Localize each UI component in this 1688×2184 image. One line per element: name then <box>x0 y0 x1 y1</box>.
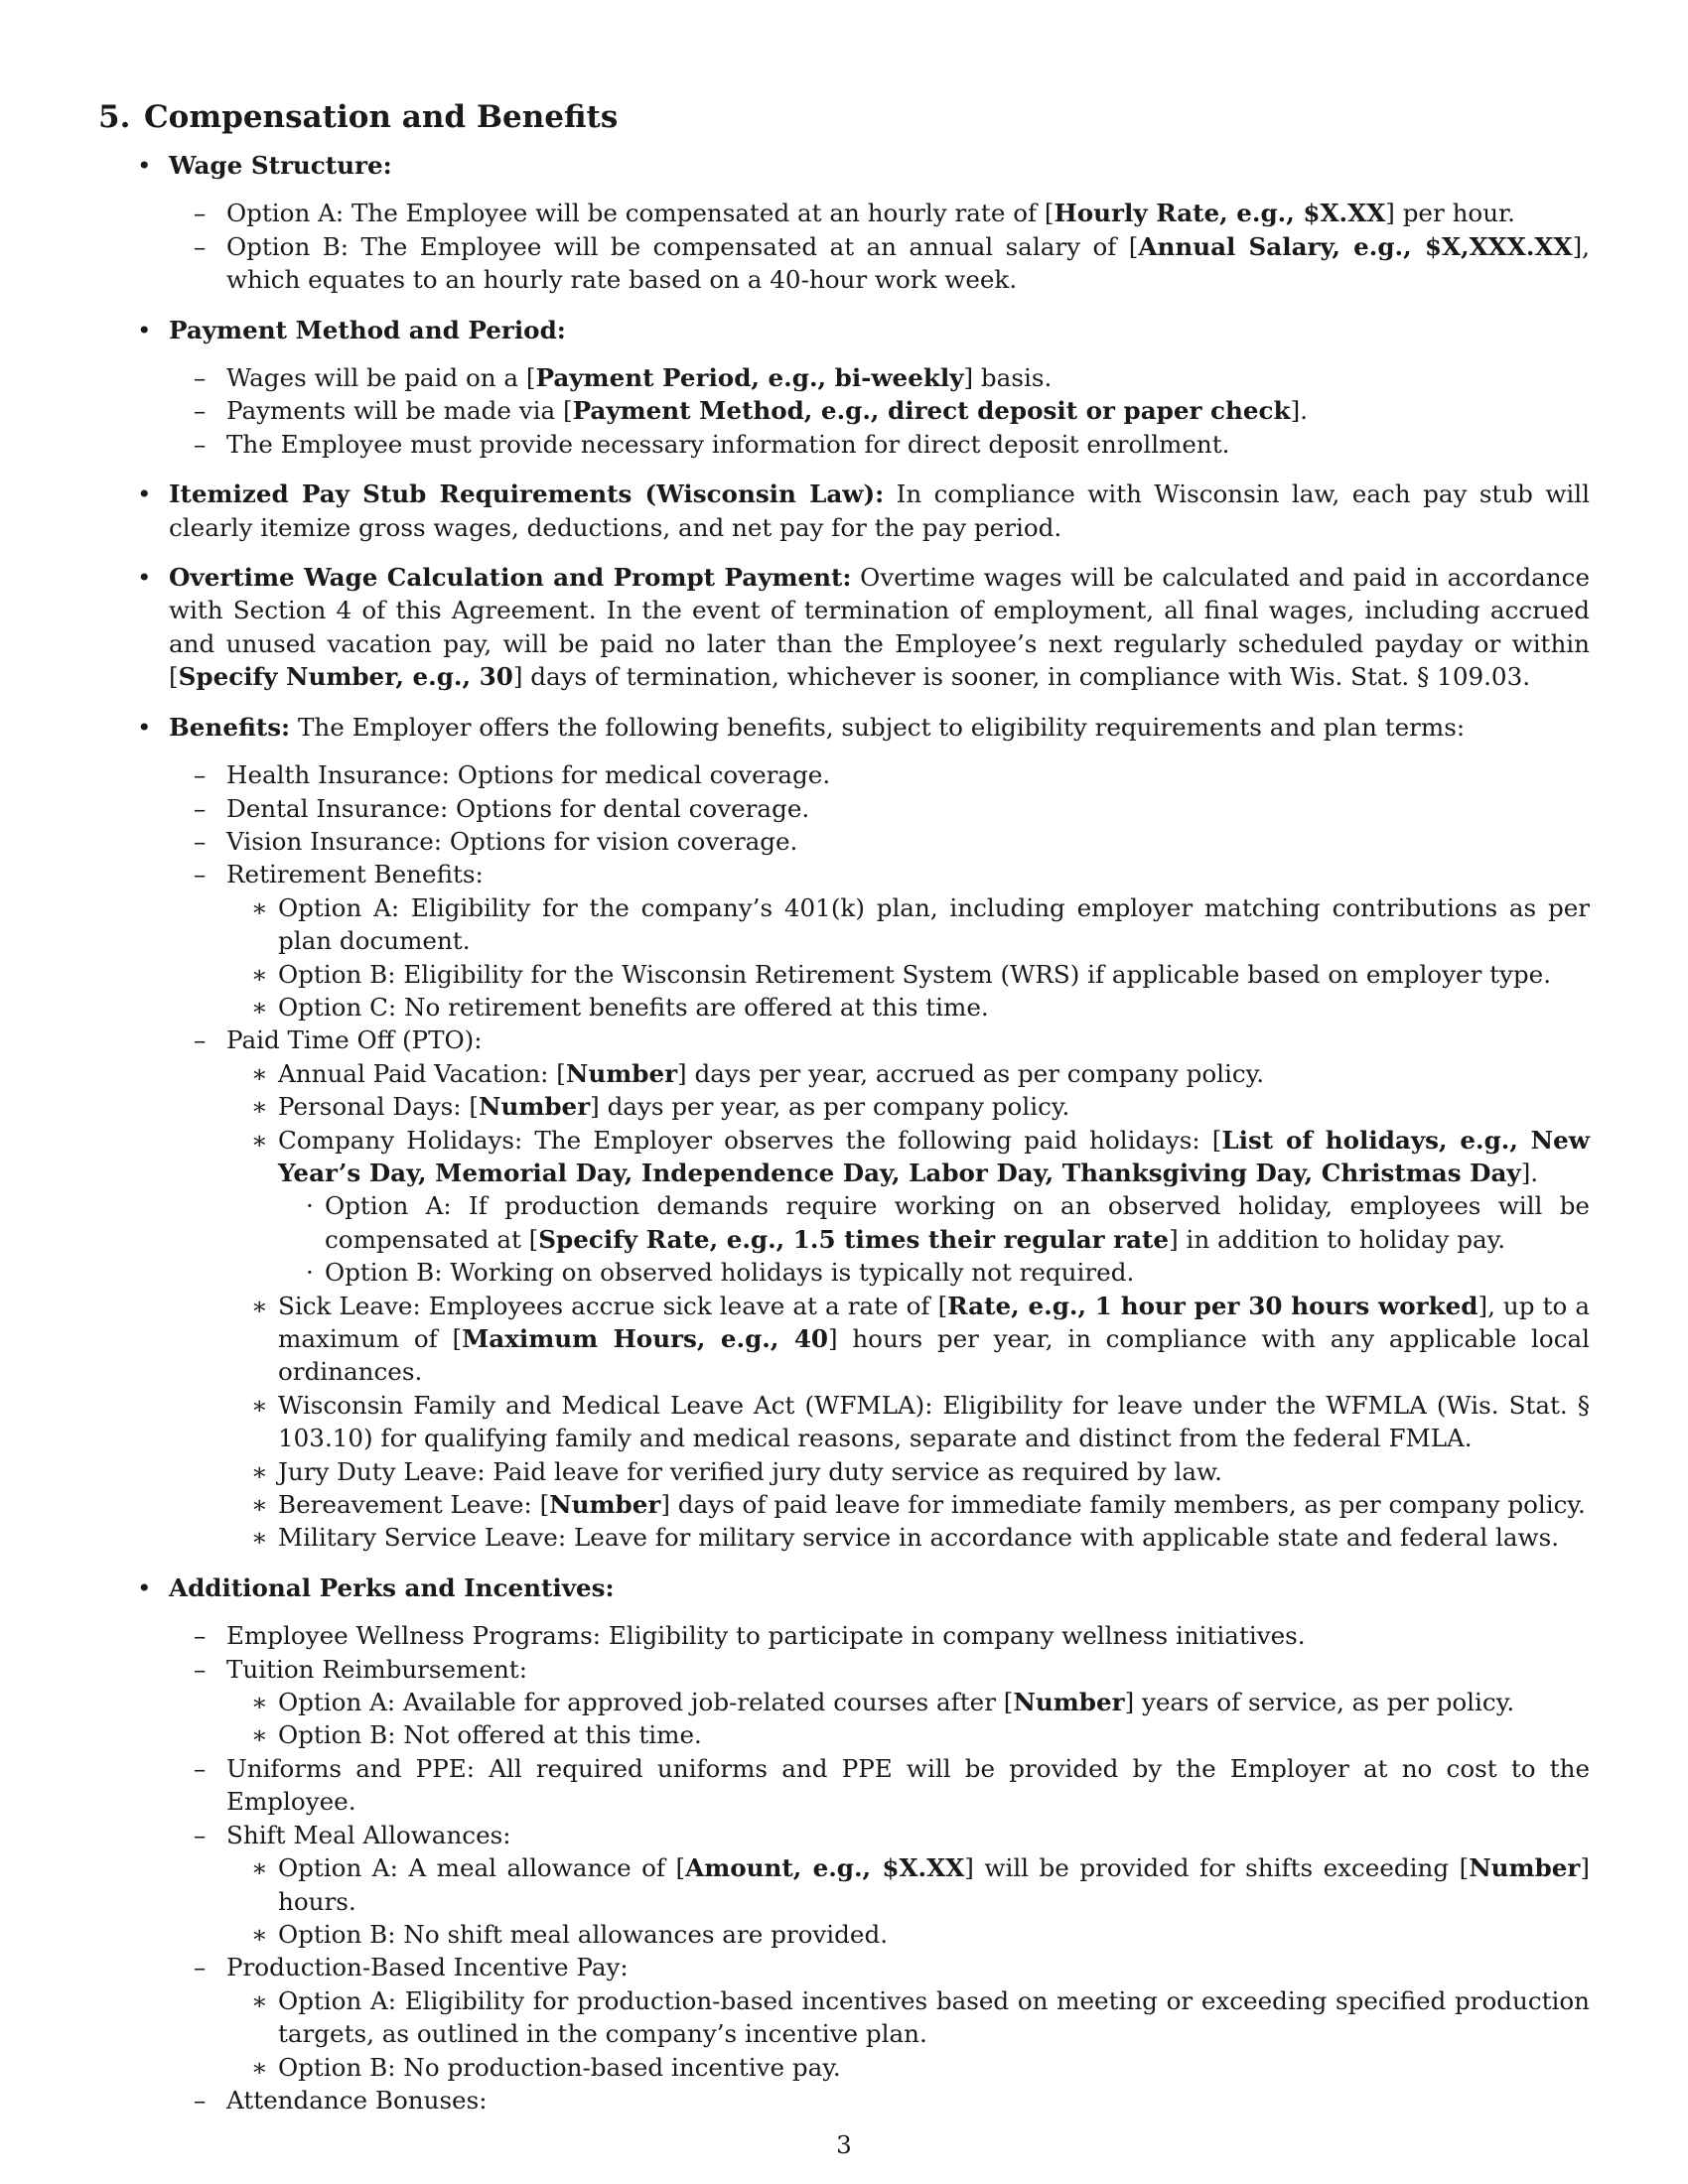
placeholder-field: Payment Period, e.g., bi-weekly <box>535 363 964 393</box>
pto-wfmla: ∗ Wisconsin Family and Medical Leave Act (WFMLA): Eligibility for leave under the WFMLA (Wis. Stat. § 103.10) for qualifying family and medical reasons, separate and distinct from the federal FMLA. <box>226 1389 1590 1455</box>
document-content <box>98 97 1590 2133</box>
pay-stub-item <box>98 478 1590 544</box>
payment-item <box>98 314 1590 462</box>
section-heading <box>98 97 1590 137</box>
placeholder-field: Number <box>565 1058 678 1088</box>
placeholder-field: Amount, e.g., $X.XX <box>685 1853 965 1883</box>
tuition-label: Tuition Reimbursement: <box>226 1654 527 1684</box>
production-option-b: ∗ Option B: No production-based incentive pay. <box>226 2051 1590 2084</box>
wage-structure-label: Wage Structure: <box>169 151 392 180</box>
production-label: Production-Based Incentive Pay: <box>226 1953 629 1982</box>
meal-label: Shift Meal Allowances: <box>226 1820 511 1849</box>
text: Option A: A meal allowance of [ <box>278 1853 686 1883</box>
perks-production <box>167 1951 1590 2084</box>
placeholder-field: Annual Salary, e.g., $X,XXX.XX <box>1138 231 1573 261</box>
text: ] in addition to holiday pay. <box>1169 1224 1506 1254</box>
tuition-option-a <box>226 1686 1590 1718</box>
text: Sick Leave: Employees accrue sick leave at a rate of [ <box>278 1291 948 1320</box>
text: ] days per year, as per company policy. <box>590 1092 1070 1122</box>
wage-option-b <box>167 230 1590 297</box>
tuition-option-b: ∗ Option B: Not offered at this time. <box>226 1718 1590 1751</box>
pto-sick-leave <box>226 1290 1590 1389</box>
placeholder-field: List of holidays, e.g., New Year’s Day, Memorial Day, Independence Day, Labor Day, Thanksgiving Day, Christmas Day <box>278 1125 1590 1187</box>
placeholder-field: Payment Method, e.g., direct deposit or paper check <box>572 396 1291 426</box>
holiday-options <box>278 1189 1590 1289</box>
text: ] days of termination, whichever is sooner, in compliance with Wis. Stat. § 109.03. <box>512 662 1531 692</box>
benefits-item <box>98 711 1590 1555</box>
perks-label: Additional Perks and Incentives: <box>169 1572 615 1602</box>
pto-jury-duty: ∗ Jury Duty Leave: Paid leave for verified jury duty service as required by law. <box>226 1455 1590 1488</box>
text: ]. <box>1290 396 1308 426</box>
text: Bereavement Leave: [ <box>278 1490 550 1520</box>
paid-time-off <box>167 1024 1590 1555</box>
perks-tuition <box>167 1653 1590 1752</box>
text: Wages will be paid on a [ <box>226 363 536 393</box>
perks-wellness: – Employee Wellness Programs: Eligibility to participate in company wellness initiatives. <box>167 1619 1590 1652</box>
retirement-options <box>226 891 1590 1024</box>
text: ], up to a maximum of [ <box>278 1291 1590 1353</box>
text: Option B: The Employee will be compensated at an annual salary of [ <box>226 231 1139 261</box>
placeholder-field: Specify Number, e.g., 30 <box>178 662 513 692</box>
text: Option A: The Employee will be compensated at an hourly rate of [ <box>226 199 1055 228</box>
perks-attendance: – Attendance Bonuses: <box>167 2084 1590 2116</box>
overtime-label: Overtime Wage Calculation and Prompt Payment: <box>169 563 852 593</box>
pto-label: Paid Time Off (PTO): <box>226 1025 483 1055</box>
text: ] hours per year, in compliance with any applicable local ordinances. <box>278 1324 1590 1387</box>
text: ] days per year, accrued as per company policy. <box>677 1058 1265 1088</box>
text: ] basis. <box>963 363 1053 393</box>
pto-personal <box>226 1090 1590 1123</box>
pto-holidays <box>226 1124 1590 1290</box>
perks-list <box>169 1619 1590 2116</box>
retirement-option-a: ∗ Option A: Eligibility for the company’s 401(k) plan, including employer matching contributions as per plan document. <box>226 891 1590 958</box>
benefits-label: Benefits: <box>169 712 291 742</box>
retirement-option-c: ∗ Option C: No retirement benefits are offered at this time. <box>226 991 1590 1024</box>
benefits-intro: The Employer offers the following benefits, subject to eligibility requirements and plan terms: <box>290 712 1466 742</box>
perks-uniforms: – Uniforms and PPE: All required uniforms and PPE will be provided by the Employer at no cost to the Employee. <box>167 1752 1590 1819</box>
production-options <box>226 1984 1590 2084</box>
perks-item <box>98 1571 1590 2117</box>
meal-options <box>226 1851 1590 1951</box>
meal-option-a <box>226 1851 1590 1918</box>
placeholder-field: Number <box>1469 1853 1581 1883</box>
wage-structure-item <box>98 149 1590 297</box>
retirement-label: Retirement Benefits: <box>226 860 484 889</box>
text: ] days of paid leave for immediate family members, as per company policy. <box>660 1490 1586 1520</box>
text: Option A: If production demands require working on an observed holiday, employees will be compensated at [ <box>325 1191 1590 1254</box>
payment-period <box>167 361 1590 394</box>
pto-vacation <box>226 1057 1590 1090</box>
placeholder-field: Number <box>1013 1688 1125 1717</box>
text: Option A: Available for approved job-related courses after [ <box>278 1688 1014 1717</box>
text: ]. <box>1520 1158 1539 1187</box>
page-number: 3 <box>836 2130 852 2159</box>
text: ] years of service, as per policy. <box>1124 1688 1515 1717</box>
health-insurance: – Health Insurance: Options for medical coverage. <box>167 758 1590 791</box>
placeholder-field: Number <box>478 1092 591 1122</box>
holiday-option-b: · Option B: Working on observed holidays is typically not required. <box>278 1256 1590 1289</box>
wage-structure-options <box>169 197 1590 296</box>
text: Company Holidays: The Employer observes the following paid holidays: [ <box>278 1125 1222 1155</box>
text: Overtime wages will be calculated and paid in accordance with Section 4 of this Agreement. In the event of termination of employment, all final wages, including accrued and unused vacation pay, will be paid no later than the Employee’s next regularly scheduled payday or within [ <box>169 563 1590 692</box>
retirement-option-b: ∗ Option B: Eligibility for the Wisconsin Retirement System (WRS) if applicable based on employer type. <box>226 958 1590 991</box>
placeholder-field: Maximum Hours, e.g., 40 <box>462 1324 829 1353</box>
pay-stub-text: In compliance with Wisconsin law, each pay stub will clearly itemize gross wages, deductions, and net pay for the pay period. <box>169 479 1590 542</box>
section-list <box>98 149 1590 2116</box>
text: ] will be provided for shifts exceeding [ <box>964 1853 1470 1883</box>
perks-meal <box>167 1819 1590 1952</box>
dental-insurance: – Dental Insurance: Options for dental coverage. <box>167 792 1590 825</box>
placeholder-field: Hourly Rate, e.g., $X.XX <box>1054 199 1386 228</box>
placeholder-field: Number <box>549 1490 661 1520</box>
text: ], which equates to an hourly rate based on a 40-hour work week. <box>226 231 1590 295</box>
tuition-options <box>226 1686 1590 1752</box>
pto-military: ∗ Military Service Leave: Leave for military service in accordance with applicable state and federal laws. <box>226 1521 1590 1554</box>
benefits-list <box>169 758 1590 1555</box>
payment-info: – The Employee must provide necessary information for direct deposit enrollment. <box>167 428 1590 461</box>
text: Annual Paid Vacation: [ <box>278 1058 566 1088</box>
vision-insurance: – Vision Insurance: Options for vision coverage. <box>167 825 1590 858</box>
wage-option-a <box>167 197 1590 229</box>
placeholder-field: Rate, e.g., 1 hour per 30 hours worked <box>947 1291 1478 1320</box>
section-number: 5. <box>98 99 131 135</box>
text: Payments will be made via [ <box>226 396 573 426</box>
pto-list <box>226 1057 1590 1555</box>
retirement-benefits <box>167 858 1590 1024</box>
production-option-a: ∗ Option A: Eligibility for production-based incentives based on meeting or exceeding specified production targets, as outlined in the company’s incentive plan. <box>226 1984 1590 2051</box>
holiday-option-a <box>278 1189 1590 1256</box>
pay-stub-label: Itemized Pay Stub Requirements (Wisconsin Law): <box>169 479 885 509</box>
overtime-item <box>98 561 1590 694</box>
meal-option-b: ∗ Option B: No shift meal allowances are provided. <box>226 1918 1590 1951</box>
payment-method <box>167 394 1590 427</box>
placeholder-field: Specify Rate, e.g., 1.5 times their regular rate <box>538 1224 1170 1254</box>
pto-bereavement <box>226 1488 1590 1521</box>
payment-list <box>169 361 1590 461</box>
section-title: Compensation and Benefits <box>144 99 619 135</box>
text: ] per hour. <box>1385 199 1515 228</box>
text: ] hours. <box>278 1853 1590 1916</box>
payment-label: Payment Method and Period: <box>169 315 566 344</box>
text: Personal Days: [ <box>278 1092 479 1122</box>
